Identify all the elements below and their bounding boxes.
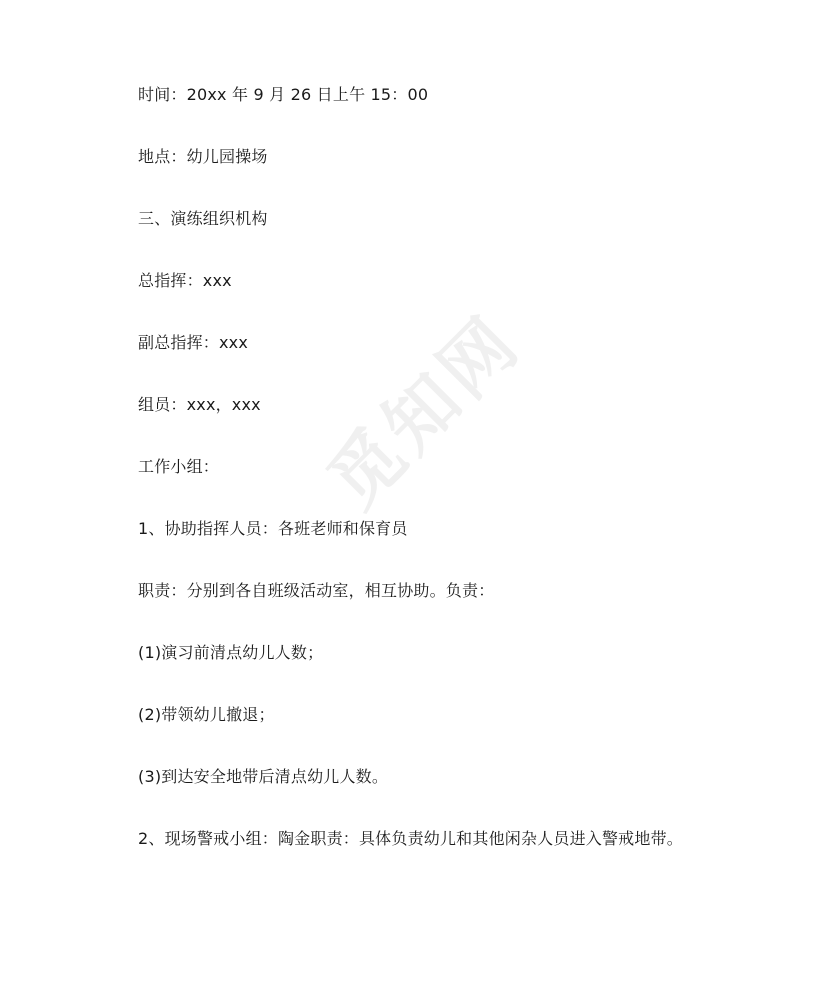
duties-line: 职责：分别到各自班级活动室，相互协助。负责： (138, 581, 495, 600)
duty-item-3: (3)到达安全地带后清点幼儿人数。 (138, 767, 389, 786)
working-group-heading: 工作小组： (138, 457, 220, 476)
duty-item-2: (2)带领幼儿撤退； (138, 705, 275, 724)
commander-line: 总指挥：xxx (138, 271, 232, 290)
time-line: 时间：20xx 年 9 月 26 日上午 15：00 (138, 85, 429, 104)
location-line: 地点：幼儿园操场 (138, 147, 268, 166)
watermark: 觅知网 (311, 298, 537, 524)
deputy-commander-line: 副总指挥：xxx (138, 333, 249, 352)
section-heading: 三、演练组织机构 (138, 209, 268, 228)
security-group-line: 2、现场警戒小组：陶金职责：具体负责幼儿和其他闲杂人员进入警戒地带。 (138, 829, 683, 848)
members-line: 组员：xxx，xxx (138, 395, 261, 414)
duty-item-1: (1)演习前清点幼儿人数； (138, 643, 324, 662)
assist-staff-line: 1、协助指挥人员：各班老师和保育员 (138, 519, 408, 538)
